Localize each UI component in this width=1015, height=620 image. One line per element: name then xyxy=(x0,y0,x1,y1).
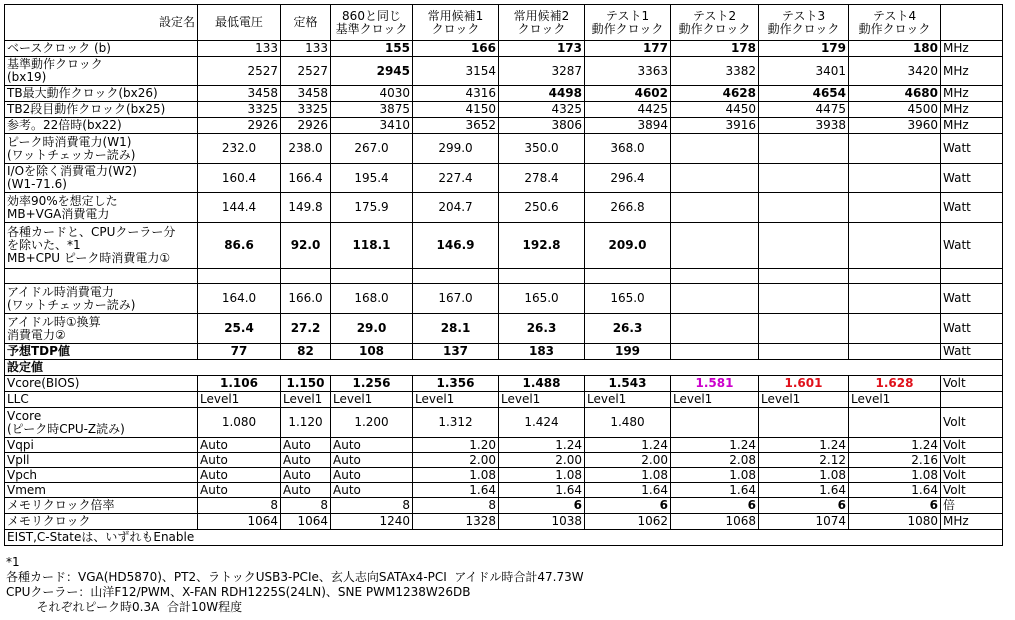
value-cell: 1074 xyxy=(759,514,849,530)
value-cell: 2.12 xyxy=(759,453,849,468)
value-cell: 26.3 xyxy=(585,314,671,344)
value-cell: 166.0 xyxy=(281,284,331,314)
value-cell xyxy=(671,223,759,269)
value-cell: 1.08 xyxy=(671,468,759,483)
value-cell: 3363 xyxy=(585,57,671,86)
value-cell: Level1 xyxy=(198,392,281,408)
table-row xyxy=(5,41,1003,57)
value-cell: Level1 xyxy=(331,392,413,408)
table-row xyxy=(5,86,1003,102)
row-label: I/Oを除く消費電力(W2) (W1-71.6) xyxy=(5,164,198,193)
value-cell: 133 xyxy=(198,41,281,57)
value-cell: 3382 xyxy=(671,57,759,86)
value-cell: 2.00 xyxy=(413,453,499,468)
value-cell: 1.200 xyxy=(331,408,413,438)
unit-cell: Watt xyxy=(941,314,1003,344)
value-cell: Level1 xyxy=(281,392,331,408)
header-cell xyxy=(941,5,1003,41)
value-cell: 1.64 xyxy=(759,483,849,498)
footnote-line: CPUクーラー：山洋F12/PWM、X-FAN RDH1225S(24LN)、SNE PWM1238W26DB xyxy=(6,585,471,599)
unit-cell: Watt xyxy=(941,223,1003,269)
value-cell: 3652 xyxy=(413,118,499,134)
row-label: ピーク時消費電力(W1) (ワットチェッカー読み) xyxy=(5,134,198,164)
row-label: Vcore (ピーク時CPU-Z読み) xyxy=(5,408,198,438)
table-row xyxy=(5,438,1003,453)
value-cell: 146.9 xyxy=(413,223,499,269)
value-cell xyxy=(671,408,759,438)
value-cell: Auto xyxy=(198,468,281,483)
value-cell: 155 xyxy=(331,41,413,57)
value-cell: 1.601 xyxy=(759,376,849,392)
value-cell: 192.8 xyxy=(499,223,585,269)
unit-cell: Watt xyxy=(941,193,1003,223)
footnote-line: それぞれピーク時0.3A 合計10W程度 xyxy=(6,600,243,614)
value-cell xyxy=(849,284,941,314)
value-cell xyxy=(759,164,849,193)
unit-cell: MHz xyxy=(941,86,1003,102)
value-cell: 1064 xyxy=(198,514,281,530)
value-cell xyxy=(759,408,849,438)
value-cell: 2.00 xyxy=(499,453,585,468)
value-cell: Auto xyxy=(198,453,281,468)
value-cell: 4654 xyxy=(759,86,849,102)
value-cell: 4425 xyxy=(585,102,671,118)
value-cell: 238.0 xyxy=(281,134,331,164)
value-cell: 6 xyxy=(759,498,849,514)
value-cell xyxy=(759,269,849,284)
value-cell: 2926 xyxy=(198,118,281,134)
value-cell: 3420 xyxy=(849,57,941,86)
value-cell: 27.2 xyxy=(281,314,331,344)
row-label: 基準動作クロック (bx19) xyxy=(5,57,198,86)
unit-cell: Volt xyxy=(941,438,1003,453)
value-cell: 267.0 xyxy=(331,134,413,164)
table-row xyxy=(5,498,1003,514)
value-cell: 166 xyxy=(413,41,499,57)
table-row xyxy=(5,102,1003,118)
value-cell xyxy=(671,344,759,360)
table-row xyxy=(5,118,1003,134)
table-row xyxy=(5,284,1003,314)
value-cell: 1.24 xyxy=(671,438,759,453)
value-cell: Level1 xyxy=(499,392,585,408)
value-cell: 1.24 xyxy=(585,438,671,453)
header-label: 設定名 xyxy=(5,5,198,41)
value-cell xyxy=(671,269,759,284)
value-cell: 3894 xyxy=(585,118,671,134)
value-cell: 1.480 xyxy=(585,408,671,438)
value-cell: 1.312 xyxy=(413,408,499,438)
value-cell: 1240 xyxy=(331,514,413,530)
footnotes xyxy=(6,555,584,615)
table-row xyxy=(5,483,1003,498)
value-cell: 1.150 xyxy=(281,376,331,392)
row-label: LLC xyxy=(5,392,198,408)
value-cell: 3325 xyxy=(198,102,281,118)
table-row xyxy=(5,269,1003,284)
value-cell: 296.4 xyxy=(585,164,671,193)
value-cell: Auto xyxy=(331,453,413,468)
value-cell xyxy=(499,269,585,284)
row-label: 参考。22倍時(bx22) xyxy=(5,118,198,134)
value-cell: 166.4 xyxy=(281,164,331,193)
value-cell: 3806 xyxy=(499,118,585,134)
unit-cell: MHz xyxy=(941,57,1003,86)
header-cell: 常用候補1 クロック xyxy=(413,5,499,41)
value-cell: 28.1 xyxy=(413,314,499,344)
unit-cell: Watt xyxy=(941,344,1003,360)
value-cell: 299.0 xyxy=(413,134,499,164)
value-cell: 368.0 xyxy=(585,134,671,164)
value-cell: Auto xyxy=(281,468,331,483)
value-cell: 2527 xyxy=(198,57,281,86)
value-cell: 77 xyxy=(198,344,281,360)
value-cell xyxy=(849,314,941,344)
value-cell: Auto xyxy=(331,438,413,453)
value-cell: 1.581 xyxy=(671,376,759,392)
value-cell: 1.64 xyxy=(849,483,941,498)
value-cell: 165.0 xyxy=(585,284,671,314)
value-cell: 168.0 xyxy=(331,284,413,314)
value-cell: 4150 xyxy=(413,102,499,118)
value-cell: 3960 xyxy=(849,118,941,134)
value-cell: 3287 xyxy=(499,57,585,86)
value-cell: 173 xyxy=(499,41,585,57)
value-cell xyxy=(849,134,941,164)
unit-cell: MHz xyxy=(941,102,1003,118)
value-cell: Level1 xyxy=(759,392,849,408)
row-label: Vcore(BIOS) xyxy=(5,376,198,392)
value-cell: 29.0 xyxy=(331,314,413,344)
value-cell: 199 xyxy=(585,344,671,360)
value-cell: 2.08 xyxy=(671,453,759,468)
value-cell: 8 xyxy=(331,498,413,514)
unit-cell: Volt xyxy=(941,483,1003,498)
value-cell xyxy=(585,269,671,284)
value-cell xyxy=(849,164,941,193)
value-cell: 86.6 xyxy=(198,223,281,269)
header-cell: テスト2 動作クロック xyxy=(671,5,759,41)
row-label: ベースクロック (b) xyxy=(5,41,198,57)
table-row xyxy=(5,57,1003,86)
unit-cell: Watt xyxy=(941,164,1003,193)
value-cell xyxy=(671,284,759,314)
value-cell: Auto xyxy=(281,438,331,453)
table-row xyxy=(5,453,1003,468)
value-cell xyxy=(671,314,759,344)
value-cell: 82 xyxy=(281,344,331,360)
value-cell: 1.64 xyxy=(585,483,671,498)
value-cell: 3916 xyxy=(671,118,759,134)
value-cell: 250.6 xyxy=(499,193,585,223)
value-cell: 1062 xyxy=(585,514,671,530)
value-cell: 1.256 xyxy=(331,376,413,392)
table-row xyxy=(5,376,1003,392)
value-cell xyxy=(671,134,759,164)
row-label: メモリクロック xyxy=(5,514,198,530)
value-cell: 4680 xyxy=(849,86,941,102)
row-label: 予想TDP値 xyxy=(5,344,198,360)
value-cell: 3410 xyxy=(331,118,413,134)
value-cell xyxy=(849,344,941,360)
value-cell: Level1 xyxy=(849,392,941,408)
value-cell: Level1 xyxy=(671,392,759,408)
header-cell: 常用候補2 クロック xyxy=(499,5,585,41)
value-cell: 177 xyxy=(585,41,671,57)
table-row xyxy=(5,468,1003,483)
value-cell: 1.24 xyxy=(759,438,849,453)
value-cell: 180 xyxy=(849,41,941,57)
value-cell xyxy=(759,284,849,314)
value-cell: 1328 xyxy=(413,514,499,530)
unit-cell: MHz xyxy=(941,118,1003,134)
row-label: Vqpi xyxy=(5,438,198,453)
value-cell: 1.08 xyxy=(585,468,671,483)
value-cell: 4450 xyxy=(671,102,759,118)
footnote-line: *1 xyxy=(6,555,20,569)
row-label: TB2段目動作クロック(bx25) xyxy=(5,102,198,118)
value-cell: 108 xyxy=(331,344,413,360)
value-cell xyxy=(331,269,413,284)
footnote-line: 各種カード：VGA(HD5870)、PT2、ラトックUSB3-PCIe、玄人志向SATAx4-PCI アイドル時合計47.73W xyxy=(6,570,584,584)
value-cell: 1.08 xyxy=(413,468,499,483)
value-cell: Auto xyxy=(331,483,413,498)
value-cell: 1.24 xyxy=(849,438,941,453)
unit-cell: Volt xyxy=(941,376,1003,392)
value-cell: 118.1 xyxy=(331,223,413,269)
value-cell: 149.8 xyxy=(281,193,331,223)
table-row xyxy=(5,530,1003,546)
spec-table xyxy=(4,4,1003,546)
table-row xyxy=(5,314,1003,344)
value-cell: 1.356 xyxy=(413,376,499,392)
table-row xyxy=(5,134,1003,164)
value-cell: Auto xyxy=(198,483,281,498)
value-cell: 1.24 xyxy=(499,438,585,453)
value-cell: 8 xyxy=(198,498,281,514)
value-cell: 164.0 xyxy=(198,284,281,314)
value-cell: 1080 xyxy=(849,514,941,530)
value-cell xyxy=(759,134,849,164)
row-label: アイドル時①換算 消費電力② xyxy=(5,314,198,344)
value-cell: 183 xyxy=(499,344,585,360)
value-cell: 8 xyxy=(413,498,499,514)
value-cell: 1.106 xyxy=(198,376,281,392)
value-cell xyxy=(671,164,759,193)
value-cell: 1.488 xyxy=(499,376,585,392)
value-cell xyxy=(759,314,849,344)
value-cell: 3154 xyxy=(413,57,499,86)
table-row xyxy=(5,514,1003,530)
value-cell: 232.0 xyxy=(198,134,281,164)
value-cell: 6 xyxy=(849,498,941,514)
value-cell: 1.64 xyxy=(499,483,585,498)
row-label: Vmem xyxy=(5,483,198,498)
value-cell: 2.00 xyxy=(585,453,671,468)
value-cell: 1.64 xyxy=(413,483,499,498)
row-label: アイドル時消費電力 (ワットチェッカー読み) xyxy=(5,284,198,314)
unit-cell: Watt xyxy=(941,284,1003,314)
value-cell: 92.0 xyxy=(281,223,331,269)
value-cell: 204.7 xyxy=(413,193,499,223)
value-cell: 3938 xyxy=(759,118,849,134)
value-cell: 1.08 xyxy=(499,468,585,483)
header-cell: テスト1 動作クロック xyxy=(585,5,671,41)
header-row xyxy=(5,5,1003,41)
value-cell: 4475 xyxy=(759,102,849,118)
row-label: Vpll xyxy=(5,453,198,468)
unit-cell: MHz xyxy=(941,514,1003,530)
value-cell xyxy=(849,408,941,438)
row-label: 設定値 xyxy=(5,360,1003,376)
value-cell: 1038 xyxy=(499,514,585,530)
table-row xyxy=(5,164,1003,193)
value-cell: 1064 xyxy=(281,514,331,530)
value-cell xyxy=(671,193,759,223)
value-cell: 3325 xyxy=(281,102,331,118)
value-cell: 4030 xyxy=(331,86,413,102)
value-cell: 4316 xyxy=(413,86,499,102)
value-cell: 1.628 xyxy=(849,376,941,392)
value-cell: 178 xyxy=(671,41,759,57)
value-cell xyxy=(198,269,281,284)
value-cell xyxy=(413,269,499,284)
value-cell xyxy=(759,193,849,223)
value-cell: 133 xyxy=(281,41,331,57)
value-cell: Auto xyxy=(281,453,331,468)
value-cell: 6 xyxy=(585,498,671,514)
value-cell: 3458 xyxy=(198,86,281,102)
table-row xyxy=(5,360,1003,376)
header-cell: 860と同じ 基準クロック xyxy=(331,5,413,41)
table-row xyxy=(5,344,1003,360)
unit-cell: Volt xyxy=(941,408,1003,438)
value-cell: 25.4 xyxy=(198,314,281,344)
value-cell: 4325 xyxy=(499,102,585,118)
table-row xyxy=(5,193,1003,223)
value-cell: 2.16 xyxy=(849,453,941,468)
value-cell: 1.120 xyxy=(281,408,331,438)
value-cell: 160.4 xyxy=(198,164,281,193)
value-cell: 4498 xyxy=(499,86,585,102)
value-cell: Auto xyxy=(281,483,331,498)
value-cell: 6 xyxy=(671,498,759,514)
value-cell: 1.08 xyxy=(849,468,941,483)
value-cell xyxy=(759,223,849,269)
row-label: Vpch xyxy=(5,468,198,483)
header-cell: テスト3 動作クロック xyxy=(759,5,849,41)
table-row xyxy=(5,408,1003,438)
value-cell: 144.4 xyxy=(198,193,281,223)
value-cell: Auto xyxy=(331,468,413,483)
value-cell xyxy=(759,344,849,360)
header-cell: 定格 xyxy=(281,5,331,41)
table-row xyxy=(5,223,1003,269)
unit-cell: Volt xyxy=(941,468,1003,483)
unit-cell: Volt xyxy=(941,453,1003,468)
value-cell xyxy=(849,223,941,269)
value-cell: 179 xyxy=(759,41,849,57)
row-label: EIST,C-Stateは、いずれもEnable xyxy=(5,530,1003,546)
value-cell xyxy=(849,269,941,284)
value-cell: 227.4 xyxy=(413,164,499,193)
row-label: 効率90%を想定した MB+VGA消費電力 xyxy=(5,193,198,223)
value-cell: 278.4 xyxy=(499,164,585,193)
value-cell: Auto xyxy=(198,438,281,453)
value-cell xyxy=(281,269,331,284)
value-cell: 1.08 xyxy=(759,468,849,483)
unit-cell xyxy=(941,269,1003,284)
value-cell: 165.0 xyxy=(499,284,585,314)
value-cell: 2945 xyxy=(331,57,413,86)
value-cell: Level1 xyxy=(585,392,671,408)
value-cell: 6 xyxy=(499,498,585,514)
value-cell: 1068 xyxy=(671,514,759,530)
value-cell: 1.64 xyxy=(671,483,759,498)
unit-cell: 倍 xyxy=(941,498,1003,514)
value-cell xyxy=(849,193,941,223)
value-cell: 2527 xyxy=(281,57,331,86)
value-cell: Level1 xyxy=(413,392,499,408)
value-cell: 3458 xyxy=(281,86,331,102)
value-cell: 137 xyxy=(413,344,499,360)
row-label: TB最大動作クロック(bx26) xyxy=(5,86,198,102)
row-label: メモリクロック倍率 xyxy=(5,498,198,514)
value-cell: 1.20 xyxy=(413,438,499,453)
value-cell: 1.543 xyxy=(585,376,671,392)
unit-cell: MHz xyxy=(941,41,1003,57)
row-label: 各種カードと、CPUクーラー分 を除いた、*1 MB+CPU ピーク時消費電力① xyxy=(5,223,198,269)
value-cell: 4628 xyxy=(671,86,759,102)
header-cell: テスト4 動作クロック xyxy=(849,5,941,41)
table-row xyxy=(5,392,1003,408)
value-cell: 4500 xyxy=(849,102,941,118)
value-cell: 175.9 xyxy=(331,193,413,223)
value-cell: 3875 xyxy=(331,102,413,118)
value-cell: 26.3 xyxy=(499,314,585,344)
unit-cell xyxy=(941,392,1003,408)
value-cell: 167.0 xyxy=(413,284,499,314)
value-cell: 209.0 xyxy=(585,223,671,269)
value-cell: 195.4 xyxy=(331,164,413,193)
value-cell: 4602 xyxy=(585,86,671,102)
header-cell: 最低電圧 xyxy=(198,5,281,41)
value-cell: 1.424 xyxy=(499,408,585,438)
value-cell: 266.8 xyxy=(585,193,671,223)
unit-cell: Watt xyxy=(941,134,1003,164)
value-cell: 2926 xyxy=(281,118,331,134)
value-cell: 350.0 xyxy=(499,134,585,164)
value-cell: 3401 xyxy=(759,57,849,86)
value-cell: 8 xyxy=(281,498,331,514)
value-cell: 1.080 xyxy=(198,408,281,438)
row-label xyxy=(5,269,198,284)
